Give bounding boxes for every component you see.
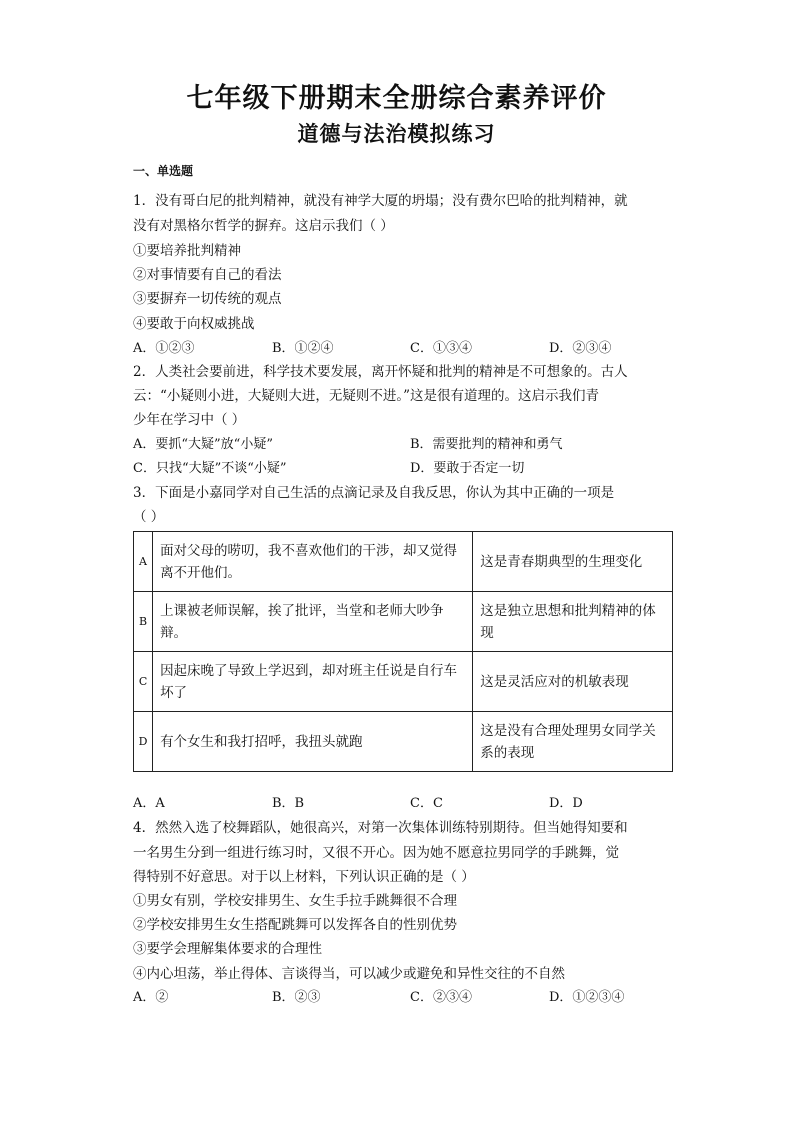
q3-stem-line: （ ） — [133, 509, 165, 525]
q4-stem-line: 4．然然入选了校舞蹈队，她很高兴，对第一次集体训练特别期待。但当她得知要和 — [133, 820, 628, 836]
q1-stem-line: 没有对黑格尔哲学的摒弃。这启示我们（ ） — [133, 218, 394, 234]
q1-option-a[interactable]: A．①②③ — [133, 341, 195, 356]
q3-option-a[interactable]: A．A — [133, 796, 165, 811]
q4-option-d[interactable]: D．①②③④ — [549, 990, 625, 1005]
row-evaluation: 这是灵活应对的机敏表现 — [473, 652, 673, 712]
q4-stem-line: 得特别不好意思。对于以上材料，下列认识正确的是（ ） — [133, 869, 475, 885]
table-row — [134, 592, 673, 652]
q2-option-c[interactable]: C．只找“大疑”不谈“小疑” — [133, 461, 287, 476]
page-title: 七年级下册期末全册综合素养评价 — [186, 83, 607, 114]
table-row — [134, 712, 673, 772]
q1-stem-line: 1．没有哥白尼的批判精神，就没有神学大厦的坍塌；没有费尔巴哈的批判精神，就 — [133, 193, 628, 209]
q1-item: ④要敢于向权威挑战 — [133, 316, 255, 332]
q3-table — [133, 531, 673, 772]
q1-option-d[interactable]: D．②③④ — [549, 341, 612, 356]
q1-option-b[interactable]: B．①②④ — [272, 341, 334, 356]
q1-item: ①要培养批判精神 — [133, 243, 241, 259]
q4-option-c[interactable]: C．②③④ — [410, 990, 472, 1005]
q4-item: ④内心坦荡，举止得体、言谈得当，可以减少或避免和异性交往的不自然 — [133, 966, 565, 982]
q2-stem-line: 云：“小疑则小进，大疑则大进，无疑则不进。”这是很有道理的。这启示我们青 — [133, 388, 600, 404]
q3-stem-line: 3．下面是小嘉同学对自己生活的点滴记录及自我反思，你认为其中正确的一项是 — [133, 485, 615, 501]
row-key: A — [134, 532, 153, 592]
q2-stem-line: 少年在学习中（ ） — [133, 412, 246, 428]
row-evaluation: 这是没有合理处理男女同学关系的表现 — [473, 712, 673, 772]
section-heading: 一、单选题 — [133, 164, 194, 178]
row-situation: 上课被老师误解，挨了批评，当堂和老师大吵争辩。 — [153, 592, 473, 652]
q2-option-b[interactable]: B．需要批判的精神和勇气 — [410, 437, 563, 452]
q4-item: ③要学会理解集体要求的合理性 — [133, 941, 322, 957]
q4-item: ②学校安排男生女生搭配跳舞可以发挥各自的性别优势 — [133, 917, 457, 933]
q4-item: ①男女有别，学校安排男生、女生手拉手跳舞很不合理 — [133, 893, 457, 909]
q2-option-d[interactable]: D．要敢于否定一切 — [410, 461, 525, 476]
q3-option-c[interactable]: C．C — [410, 796, 443, 811]
row-situation: 面对父母的唠叨，我不喜欢他们的干涉，却又觉得离不开他们。 — [153, 532, 473, 592]
q1-item: ③要摒弃一切传统的观点 — [133, 291, 282, 307]
row-situation: 因起床晚了导致上学迟到，却对班主任说是自行车坏了 — [153, 652, 473, 712]
q4-stem-line: 一名男生分到一组进行练习时，又很不开心。因为她不愿意拉男同学的手跳舞，觉 — [133, 845, 619, 861]
q3-option-b[interactable]: B．B — [272, 796, 305, 811]
row-key: B — [134, 592, 153, 652]
row-evaluation: 这是独立思想和批判精神的体现 — [473, 592, 673, 652]
q4-option-a[interactable]: A．② — [133, 990, 169, 1005]
q4-option-b[interactable]: B．②③ — [272, 990, 321, 1005]
q3-option-d[interactable]: D．D — [549, 796, 583, 811]
row-evaluation: 这是青春期典型的生理变化 — [473, 532, 673, 592]
row-key: D — [134, 712, 153, 772]
row-key: C — [134, 652, 153, 712]
q1-item: ②对事情要有自己的看法 — [133, 267, 282, 283]
q2-stem-line: 2．人类社会要前进，科学技术要发展，离开怀疑和批判的精神是不可想象的。古人 — [133, 364, 628, 380]
q1-option-c[interactable]: C．①③④ — [410, 341, 472, 356]
q2-option-a[interactable]: A．要抓“大疑”放“小疑” — [133, 437, 273, 452]
row-situation: 有个女生和我打招呼，我扭头就跑 — [153, 712, 473, 772]
page-subtitle: 道德与法治模拟练习 — [297, 121, 496, 146]
table-row — [134, 532, 673, 592]
table-row — [134, 652, 673, 712]
